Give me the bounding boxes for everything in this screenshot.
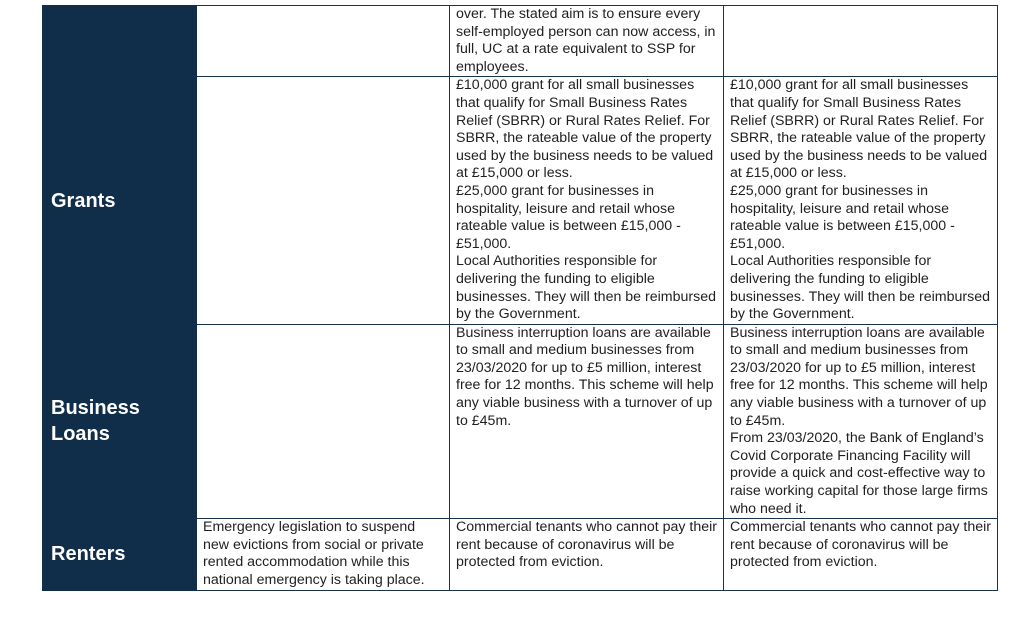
table-cell — [197, 324, 450, 519]
row-heading — [43, 324, 197, 519]
table-cell — [450, 324, 724, 519]
cell-paragraph: From 23/03/2020, the Bank of England’s Covid Corporate Financing Facility will provide a quick and cost-effective way to raise working capital for those large firms who need it. — [730, 430, 988, 517]
cell-paragraph: Emergency legislation to suspend new evictions from social or private rented accommodation while this national emergency is taking place. — [203, 519, 425, 588]
support-measures-table — [42, 5, 998, 591]
cell-paragraph: Commercial tenants who cannot pay their rent because of coronavirus will be protected from eviction. — [730, 519, 992, 571]
table-cell — [197, 77, 450, 324]
table-cell — [450, 6, 724, 77]
cell-paragraph: over. The stated aim is to ensure every self-employed person can now access, in full, UC at a rate equivalent to SSP for employees. — [456, 6, 716, 75]
row-heading-line: Grants — [51, 189, 116, 212]
table-cell — [197, 519, 450, 590]
row-heading-line: Renters — [51, 543, 126, 566]
table-row — [43, 519, 998, 590]
cell-paragraph: £25,000 grant for businesses in hospitality, leisure and retail whose rateable value is between £15,000 - £51,000. — [456, 182, 681, 252]
table-cell — [724, 6, 998, 77]
table-cell — [724, 77, 998, 324]
row-heading — [43, 77, 197, 324]
cell-paragraph: Business interruption loans are available to small and medium businesses from 23/03/2020 for up to £5 million, interest free for 12 months. This scheme will help any viable business with a turnover of up to £45m. — [456, 324, 714, 429]
row-heading-line: Loans — [51, 423, 110, 446]
cell-paragraph: Commercial tenants who cannot pay their rent because of coronavirus will be protected from eviction. — [456, 519, 718, 571]
table-cell — [197, 6, 450, 77]
table-row — [43, 6, 998, 77]
cell-paragraph: Local Authorities responsible for delivering the funding to eligible businesses. They will then be reimbursed by the Government. — [456, 253, 716, 323]
row-heading — [43, 519, 197, 590]
table-cell — [450, 77, 724, 324]
table-cell — [450, 519, 724, 590]
cell-paragraph: Local Authorities responsible for delivering the funding to eligible businesses. They will then be reimbursed by the Government. — [730, 253, 990, 323]
cell-paragraph: £10,000 grant for all small businesses that qualify for Small Business Rates Relief (SBRR) or Rural Rates Relief. For SBRR, the rateable value of the property used by the business needs to be valued at £15,000 or less. — [456, 77, 714, 182]
cell-paragraph: £10,000 grant for all small businesses that qualify for Small Business Rates Relief (SBRR) or Rural Rates Relief. For SBRR, the rateable value of the property used by the business needs to be valued at £15,000 or less. — [730, 77, 988, 182]
cell-paragraph: Business interruption loans are available to small and medium businesses from 23/03/2020 for up to £5 million, interest free for 12 months. This scheme will help any viable business with a turnover of up to £45m. — [730, 324, 988, 429]
table-row — [43, 77, 998, 324]
row-heading — [43, 6, 197, 77]
cell-paragraph: £25,000 grant for businesses in hospitality, leisure and retail whose rateable value is between £15,000 - £51,000. — [730, 182, 955, 252]
row-heading-line: Business — [51, 397, 140, 420]
table-cell — [724, 519, 998, 590]
table-cell — [724, 324, 998, 519]
table-row — [43, 324, 998, 519]
